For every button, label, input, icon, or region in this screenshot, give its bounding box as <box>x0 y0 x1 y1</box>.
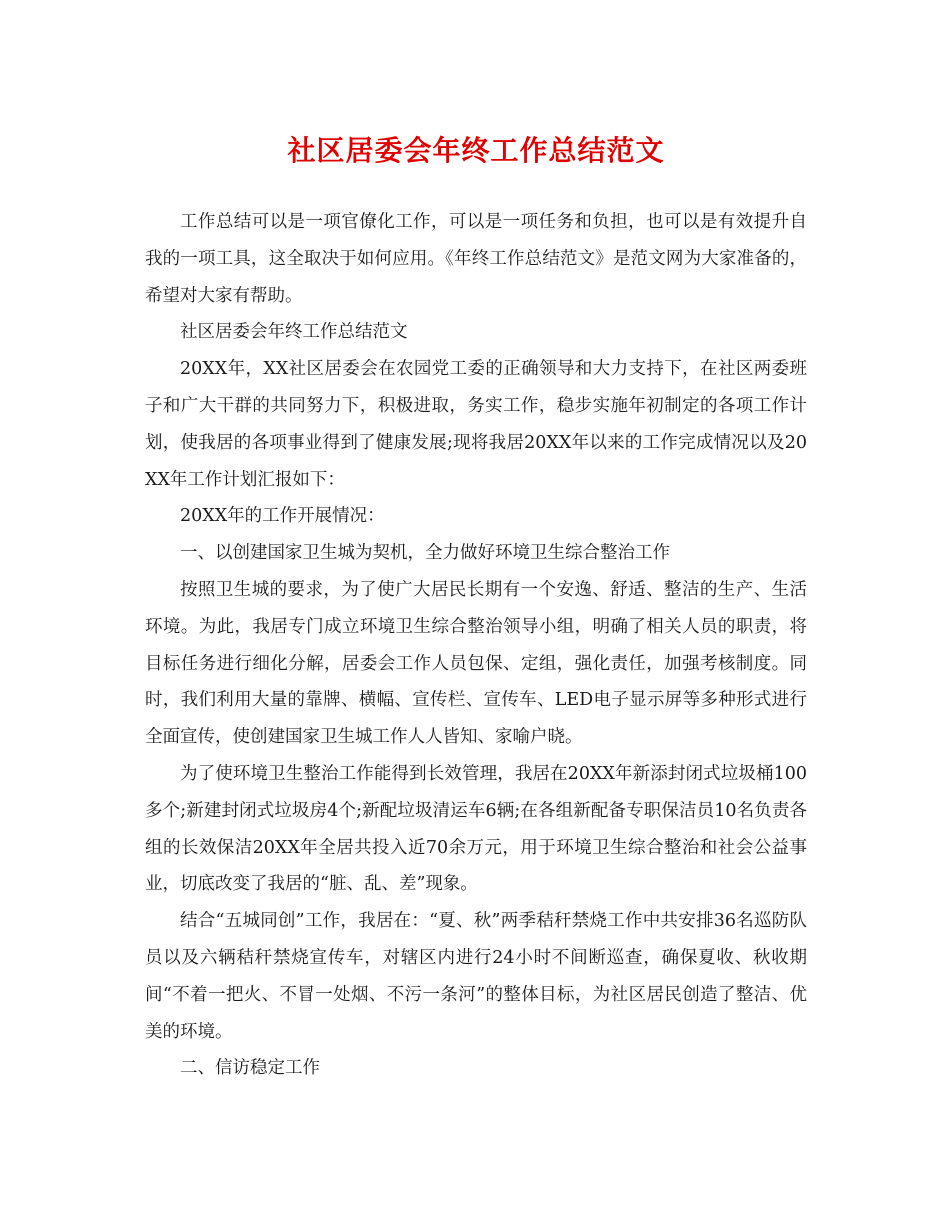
long-term-management-paragraph: 为了使环境卫生整治工作能得到长效管理，我居在20XX年新添封闭式垃圾桶100多个;新建封闭式垃圾房4个;新配垃圾清运车6辆;在各组新配备专职保洁员10名负责各组的长效保洁20XX年全居共投入近70余万元，用于环境卫生综合整治和社会公益事业，切底改变了我居的“脏、乱、差”现象。 <box>145 763 807 895</box>
subtitle-paragraph: 社区居委会年终工作总结范文 <box>180 322 408 343</box>
document-body <box>145 204 807 1087</box>
intro-paragraph: 工作总结可以是一项官僚化工作，可以是一项任务和负担，也可以是有效提升自我的一项工具，这全取决于如何应用。《年终工作总结范文》是范文网为大家准备的，希望对大家有帮助。 <box>145 212 807 306</box>
overview-paragraph: 20XX年，XX社区居委会在农园党工委的正确领导和大力支持下，在社区两委班子和广大干群的共同努力下，积极进取，务实工作，稳步实施年初制定的各项工作计划，使我居的各项事业得到了健康发展;现将我居20XX年以来的工作完成情况以及20XX年工作计划汇报如下： <box>145 359 807 490</box>
section-heading-2: 二、信访稳定工作 <box>180 1058 320 1079</box>
section-heading-1: 一、以创建国家卫生城为契机，全力做好环境卫生综合整治工作 <box>180 543 670 564</box>
section-heading: 20XX年的工作开展情况： <box>180 506 385 527</box>
straw-burning-paragraph: 结合“五城同创”工作，我居在：“夏、秋”两季秸秆禁烧工作中共安排36名巡防队员以及六辆秸秆禁烧宣传车，对辖区内进行24小时不间断巡查，确保夏收、秋收期间“不着一把火、不冒一处烟、不污一条河”的整体目标，为社区居民创造了整洁、优美的环境。 <box>145 911 807 1042</box>
document-title: 社区居委会年终工作总结范文 <box>287 134 665 167</box>
sanitation-paragraph: 按照卫生城的要求，为了使广大居民长期有一个安逸、舒适、整洁的生产、生活环境。为此，我居专门成立环境卫生综合整治领导小组，明确了相关人员的职责，将目标任务进行细化分解，居委会工作人员包保、定组，强化责任，加强考核制度。同时，我们利用大量的靠牌、横幅、宣传栏、宣传车、LED电子显示屏等多种形式进行全面宣传，使创建国家卫生城工作人人皆知、家喻户晓。 <box>145 579 807 748</box>
